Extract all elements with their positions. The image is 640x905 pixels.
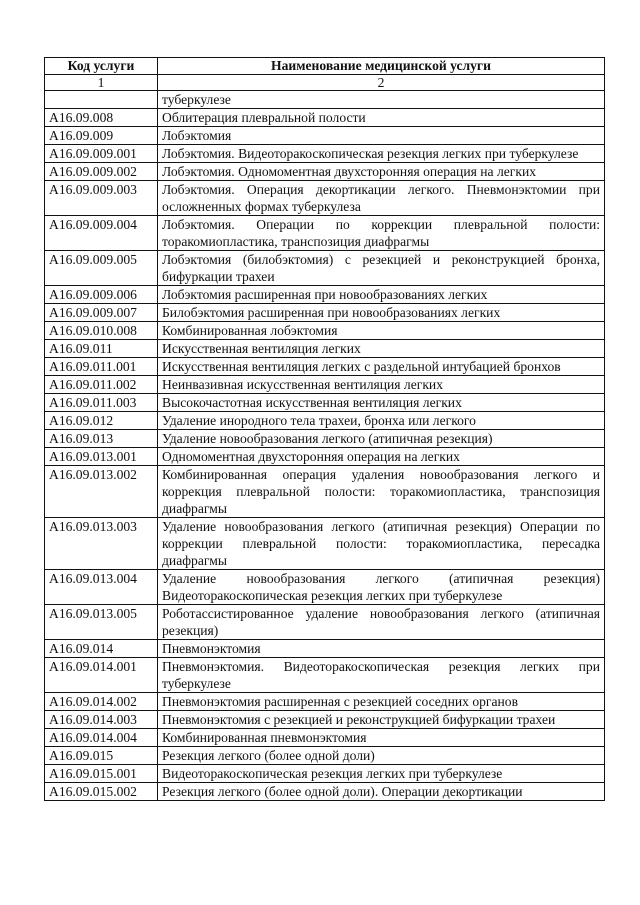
service-code: A16.09.013.001 xyxy=(45,448,158,466)
header-row xyxy=(45,58,605,75)
table-row xyxy=(45,605,605,640)
service-name: Искусственная вентиляция легких xyxy=(158,340,605,358)
service-name: Лобэктомия xyxy=(158,127,605,145)
table-row xyxy=(45,430,605,448)
table-row xyxy=(45,145,605,163)
service-name: Комбинированная лобэктомия xyxy=(158,322,605,340)
service-name: Видеоторакоскопическая резекция легких при туберкулезе xyxy=(158,765,605,783)
column-number-2: 2 xyxy=(158,75,605,91)
table-row xyxy=(45,181,605,216)
table-row xyxy=(45,412,605,430)
service-code: A16.09.009.001 xyxy=(45,145,158,163)
service-name: Высокочастотная искусственная вентиляция легких xyxy=(158,394,605,412)
service-name: Облитерация плевральной полости xyxy=(158,109,605,127)
service-code: A16.09.014.001 xyxy=(45,658,158,693)
service-name: Удаление новообразования легкого (атипичная резекция) xyxy=(158,430,605,448)
table-row xyxy=(45,640,605,658)
service-name: Неинвазивная искусственная вентиляция легких xyxy=(158,376,605,394)
table-row xyxy=(45,729,605,747)
service-code: A16.09.009.003 xyxy=(45,181,158,216)
table-row xyxy=(45,358,605,376)
table-row xyxy=(45,322,605,340)
service-name: Удаление инородного тела трахеи, бронха или легкого xyxy=(158,412,605,430)
service-code: A16.09.014.003 xyxy=(45,711,158,729)
service-code: A16.09.014.004 xyxy=(45,729,158,747)
column-header-name: Наименование медицинской услуги xyxy=(158,58,605,75)
service-name: Пневмонэктомия расширенная с резекцией соседних органов xyxy=(158,693,605,711)
table-body xyxy=(45,91,605,801)
service-code: A16.09.013.002 xyxy=(45,466,158,518)
table-row xyxy=(45,376,605,394)
table-row xyxy=(45,127,605,145)
column-number-1: 1 xyxy=(45,75,158,91)
service-code: A16.09.011.001 xyxy=(45,358,158,376)
table-row xyxy=(45,570,605,605)
service-code: A16.09.013.003 xyxy=(45,518,158,570)
service-code: A16.09.008 xyxy=(45,109,158,127)
table-row xyxy=(45,216,605,251)
service-code: A16.09.015.001 xyxy=(45,765,158,783)
service-name: Пневмонэктомия с резекцией и реконструкцией бифуркации трахеи xyxy=(158,711,605,729)
service-name: Удаление новообразования легкого (атипичная резекция) Видеоторакоскопическая резекция легких при туберкулезе xyxy=(158,570,605,605)
table-row xyxy=(45,658,605,693)
table-row xyxy=(45,765,605,783)
service-code: A16.09.010.008 xyxy=(45,322,158,340)
service-name: Лобэктомия расширенная при новообразованиях легких xyxy=(158,286,605,304)
service-code: A16.09.013 xyxy=(45,430,158,448)
service-name: Комбинированная пневмонэктомия xyxy=(158,729,605,747)
service-name: туберкулезе xyxy=(158,91,605,109)
service-code: A16.09.015 xyxy=(45,747,158,765)
service-code: A16.09.009.004 xyxy=(45,216,158,251)
table-row xyxy=(45,394,605,412)
service-name: Резекция легкого (более одной доли) xyxy=(158,747,605,765)
service-name: Лобэктомия. Операция декортикации легкого. Пневмонэктомии при осложненных формах туберкулеза xyxy=(158,181,605,216)
table-row xyxy=(45,747,605,765)
service-name: Лобэктомия. Одномоментная двухсторонняя операция на легких xyxy=(158,163,605,181)
service-code: A16.09.011 xyxy=(45,340,158,358)
service-code: A16.09.011.003 xyxy=(45,394,158,412)
service-name: Пневмонэктомия xyxy=(158,640,605,658)
table-row xyxy=(45,518,605,570)
service-code: A16.09.009.007 xyxy=(45,304,158,322)
service-name: Удаление новообразования легкого (атипичная резекция) Операции по коррекции плевральной полости: торакомиопластика, пересадка диафрагмы xyxy=(158,518,605,570)
service-code xyxy=(45,91,158,109)
service-code: A16.09.009.006 xyxy=(45,286,158,304)
service-code: A16.09.012 xyxy=(45,412,158,430)
service-code: A16.09.014.002 xyxy=(45,693,158,711)
table-row xyxy=(45,163,605,181)
service-name: Пневмонэктомия. Видеоторакоскопическая резекция легких при туберкулезе xyxy=(158,658,605,693)
column-number-row xyxy=(45,75,605,91)
table-row xyxy=(45,91,605,109)
medical-services-table xyxy=(44,57,605,801)
service-name: Искусственная вентиляция легких с раздельной интубацией бронхов xyxy=(158,358,605,376)
service-code: A16.09.009.002 xyxy=(45,163,158,181)
table-row xyxy=(45,304,605,322)
service-code: A16.09.009.005 xyxy=(45,251,158,286)
service-name: Лобэктомия (билобэктомия) с резекцией и реконструкцией бронха, бифуркации трахеи xyxy=(158,251,605,286)
service-name: Одномоментная двухсторонняя операция на легких xyxy=(158,448,605,466)
service-code: A16.09.009 xyxy=(45,127,158,145)
table-row xyxy=(45,340,605,358)
table-row xyxy=(45,693,605,711)
service-code: A16.09.014 xyxy=(45,640,158,658)
table-row xyxy=(45,711,605,729)
service-code: A16.09.011.002 xyxy=(45,376,158,394)
table-row xyxy=(45,448,605,466)
column-header-code: Код услуги xyxy=(45,58,158,75)
service-name: Роботассистированное удаление новообразования легкого (атипичная резекция) xyxy=(158,605,605,640)
service-name: Комбинированная операция удаления новообразования легкого и коррекция плевральной полости: торакомиопластика, транспозиция диафрагмы xyxy=(158,466,605,518)
table-row xyxy=(45,251,605,286)
service-name: Резекция легкого (более одной доли). Операции декортикации xyxy=(158,783,605,801)
service-name: Лобэктомия. Операции по коррекции плевральной полости: торакомиопластика, транспозиция диафрагмы xyxy=(158,216,605,251)
service-code: A16.09.013.004 xyxy=(45,570,158,605)
table-row xyxy=(45,466,605,518)
table-row xyxy=(45,783,605,801)
service-code: A16.09.015.002 xyxy=(45,783,158,801)
service-name: Лобэктомия. Видеоторакоскопическая резекция легких при туберкулезе xyxy=(158,145,605,163)
table-row xyxy=(45,109,605,127)
table-row xyxy=(45,286,605,304)
service-name: Билобэктомия расширенная при новообразованиях легких xyxy=(158,304,605,322)
service-code: A16.09.013.005 xyxy=(45,605,158,640)
